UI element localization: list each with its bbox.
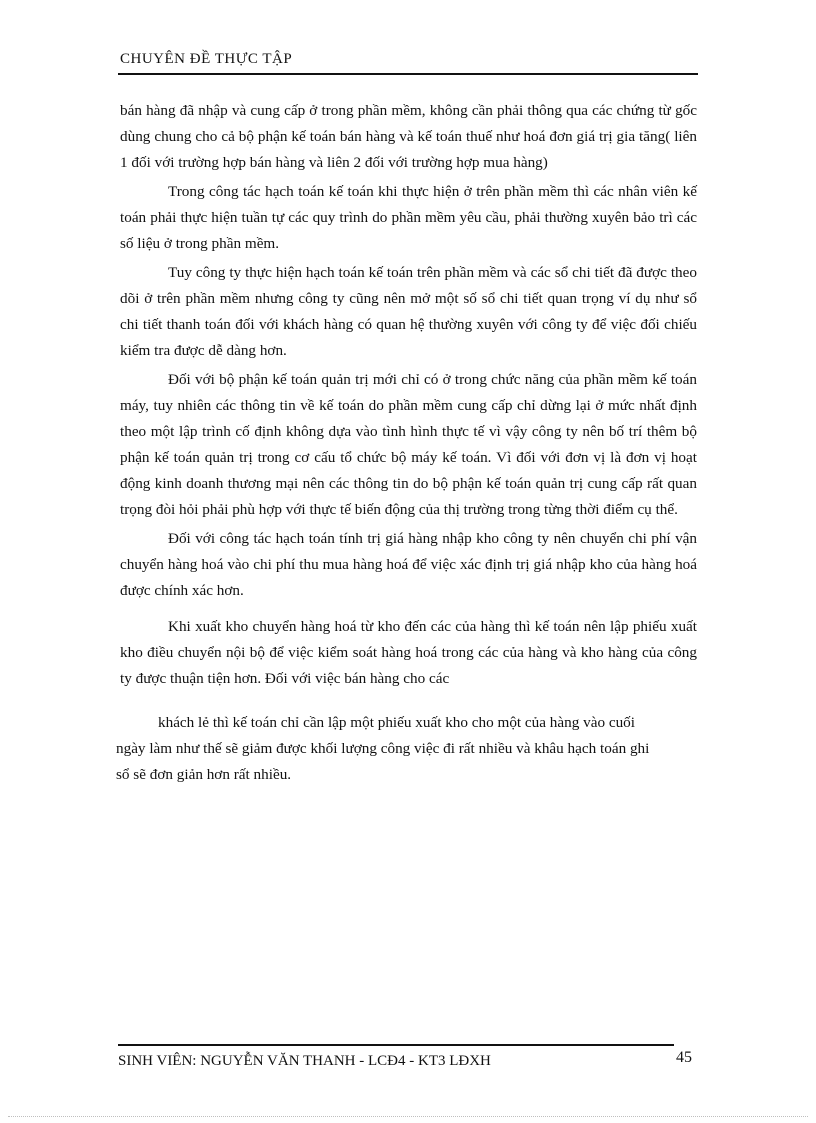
paragraph-6: Khi xuất kho chuyển hàng hoá từ kho đến các của hàng thì kế toán nên lập phiếu xuất kho điều chuyển nội bộ để việc kiểm soát hàng hoá trong các của hàng và kho hàng của công ty được thuận tiện hơn. Đối với việc bán hàng cho các — [120, 618, 697, 687]
page-number: 45 — [676, 1049, 692, 1066]
document-body — [116, 98, 697, 791]
paragraph-3: Tuy công ty thực hiện hạch toán kế toán trên phần mềm và các sổ chi tiết đã được theo dõi ở trên phần mềm nhưng công ty cũng nên mở một số sổ chi tiết quan trọng ví dụ như sổ chi tiết thanh toán đối với khách hàng có quan hệ thường xuyên với công ty để việc đối chiếu kiểm tra được dễ dàng hơn. — [120, 264, 697, 359]
paragraph-2: Trong công tác hạch toán kế toán khi thực hiện ở trên phần mềm thì các nhân viên kế toán phải thực hiện tuần tự các quy trình do phần mềm yêu cầu, phải thường xuyên bảo trì các số liệu ở trong phần mềm. — [120, 183, 697, 252]
footer-student-info: SINH VIÊN: NGUYỄN VĂN THANH - LCĐ4 - KT3 LĐXH — [118, 1053, 491, 1069]
page-header-title: CHUYÊN ĐỀ THỰC TẬP — [120, 51, 293, 67]
paragraph-7: khách lẻ thì kế toán chỉ cần lập một phiếu xuất kho cho một của hàng vào cuối ngày làm như thế sẽ giảm được khối lượng công việc đi rất nhiều và khâu hạch toán ghi sổ sẽ đơn giản hơn rất nhiều. — [116, 714, 650, 783]
page-bottom-dotted-line — [8, 1116, 808, 1117]
paragraph-1: bán hàng đã nhập và cung cấp ở trong phần mềm, không cần phải thông qua các chứng từ gốc dùng chung cho cả bộ phận kế toán bán hàng và kế toán thuế như hoá đơn giá trị gia tăng( liên 1 đối với trường hợp bán hàng và liên 2 đối với trường hợp mua hàng) — [120, 102, 697, 171]
header-divider — [118, 73, 698, 75]
paragraph-4: Đối với bộ phận kế toán quản trị mới chỉ có ở trong chức năng của phần mềm kế toán máy, tuy nhiên các thông tin về kế toán do phần mềm cung cấp chỉ dừng lại ở mức nhất định theo một lập trình cố định không dựa vào tình hình thực tế vì vậy công ty nên bố trí thêm bộ phận kế toán quản trị trong cơ cấu tổ chức bộ máy kế toán. Vì đối với đơn vị là đơn vị hoạt động kinh doanh thương mại nên các thông tin do bộ phận kế toán quản trị cung cấp rất quan trọng đòi hỏi phải phù hợp với thực tế biến động của thị trường trong từng thời điểm cụ thể. — [120, 371, 697, 518]
footer-divider — [118, 1044, 674, 1046]
paragraph-5: Đối với công tác hạch toán tính trị giá hàng nhập kho công ty nên chuyển chi phí vận chuyển hàng hoá vào chi phí thu mua hàng hoá để việc xác định trị giá nhập kho của hàng hoá được chính xác hơn. — [120, 530, 697, 599]
